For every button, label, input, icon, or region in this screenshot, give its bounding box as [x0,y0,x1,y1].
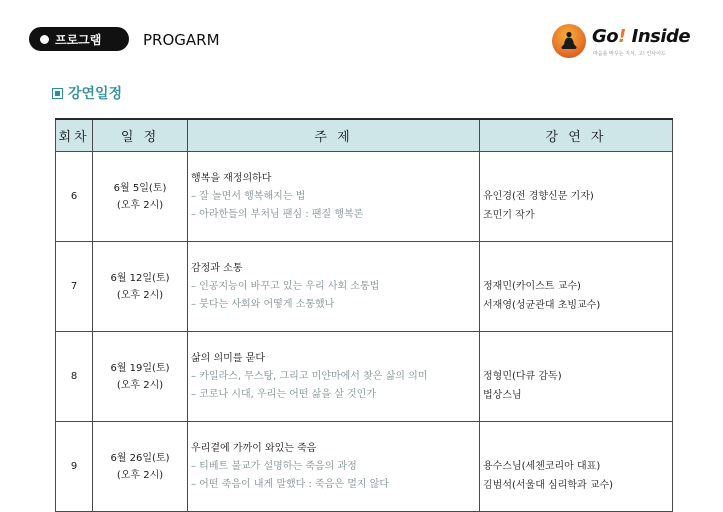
table-header-row [56,119,673,152]
program-badge [29,27,129,51]
section-heading [52,83,122,103]
date-cell: 6월 19일(토) (오후 2시) [93,332,188,422]
logo-wordmark: Go! Inside [592,26,691,47]
brand-logo [552,24,692,62]
round-cell: 9 [56,422,93,512]
topic-cell: 행복을 재정의하다 – 잘 놀면서 행복해지는 법 – 아라한들의 부처님 팬심 : 팬질 행복론 [188,152,480,242]
table-row [56,422,673,512]
table-row [56,242,673,332]
page-title: PROGARM [143,31,220,49]
table-row [56,332,673,422]
date-cell: 6월 12일(토) (오후 2시) [93,242,188,332]
header-topic: 주 제 [188,119,480,152]
bullet-icon [40,35,49,44]
header-round: 회차 [56,119,93,152]
header-date: 일 정 [93,119,188,152]
speaker-cell: 정재민(카이스트 교수) 서재영(성균관대 초빙교수) [480,242,673,332]
date-cell: 6월 26일(토) (오후 2시) [93,422,188,512]
table-row [56,152,673,242]
speaker-cell: 정형민(다큐 감독) 법상스님 [480,332,673,422]
topic-cell: 삶의 의미를 묻다 – 카일라스, 무스탕, 그리고 미얀마에서 찾은 삶의 의미 – 코로나 시대, 우리는 어떤 삶을 살 것인가 [188,332,480,422]
date-cell: 6월 5일(토) (오후 2시) [93,152,188,242]
section-title: 강연일정 [68,86,123,102]
topic-cell: 우리곁에 가까이 와있는 죽음 – 티베트 불교가 설명하는 죽음의 과정 – 어떤 죽음이 내게 말했다 : 죽음은 멀지 않다 [188,422,480,512]
program-badge-label: 프로그램 [55,32,102,47]
round-cell: 7 [56,242,93,332]
header-speaker: 강 연 자 [480,119,673,152]
round-cell: 8 [56,332,93,422]
logo-tagline: 마음을 바꾸는 지식, 고! 인사이드 [593,51,666,57]
speaker-cell: 용수스님(세첸코리아 대표) 김범석(서울대 심리학과 교수) [480,422,673,512]
topic-cell: 감정과 소통 – 인공지능이 바꾸고 있는 우리 사회 소통법 – 붓다는 사회와 어떻게 소통했나 [188,242,480,332]
square-bullet-icon [52,88,63,99]
meditation-sun-icon [552,24,586,58]
speaker-cell: 유인경(전 경향신문 기자) 조민기 작가 [480,152,673,242]
round-cell: 6 [56,152,93,242]
schedule-table [55,118,673,512]
